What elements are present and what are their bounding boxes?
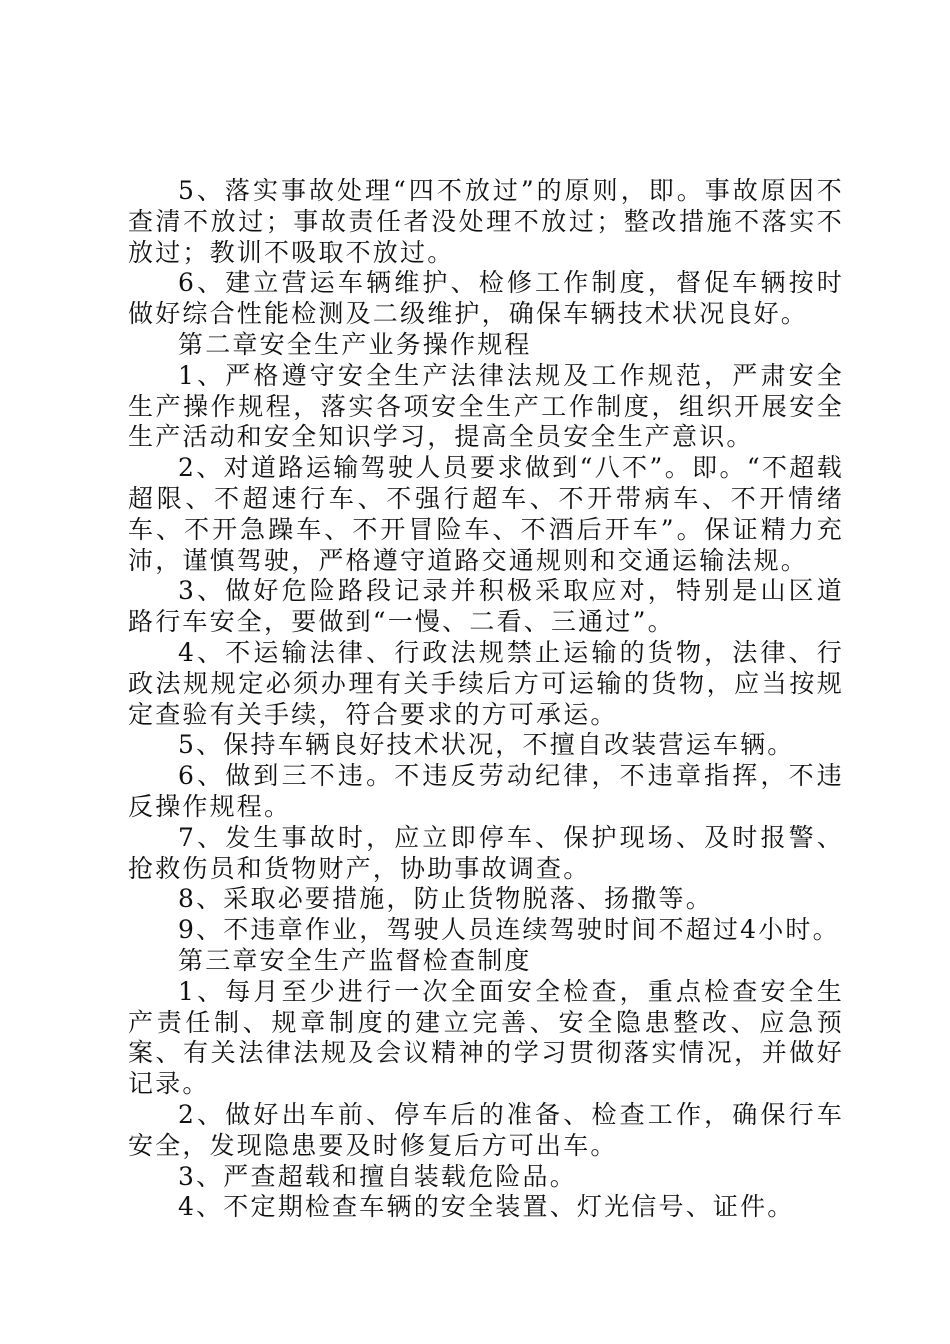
chapter-heading: 第二章安全生产业务操作规程	[178, 329, 532, 359]
paragraph: 5、保持车辆良好技术状况，不擅自改装营运车辆。	[178, 730, 795, 760]
paragraph: 2、对道路运输驾驶人员要求做到“八不”。即。“不超载超限、不超速行车、不强行超车、不开带病车、不开情绪车、不开急躁车、不开冒险车、不酒后开车”。保证精力充沛，谨慎驾驶，严格遵守道路交通规则和交通运输法规。	[128, 453, 844, 575]
paragraph: 5、落实事故处理“四不放过”的原则，即。事故原因不查清不放过；事故责任者没处理不放过；整改措施不落实不放过；教训不吸取不放过。	[128, 176, 844, 267]
paragraph: 1、每月至少进行一次全面安全检查，重点检查安全生产责任制、规章制度的建立完善、安全隐患整改、应急预案、有关法律法规及会议精神的学习贯彻落实情况，并做好记录。	[128, 976, 844, 1099]
paragraph: 4、不定期检查车辆的安全装置、灯光信号、证件。	[178, 1192, 795, 1222]
paragraph: 6、做到三不违。不违反劳动纪律，不违章指挥，不违反操作规程。	[128, 761, 844, 821]
document-body	[128, 176, 844, 1223]
paragraph: 6、建立营运车辆维护、检修工作制度，督促车辆按时做好综合性能检测及二级维护，确保车辆技术状况良好。	[128, 268, 844, 329]
paragraph: 7、发生事故时，应立即停车、保护现场、及时报警、抢救伤员和货物财产，协助事故调查。	[128, 822, 844, 883]
paragraph: 3、严查超载和擅自装载危险品。	[178, 1161, 577, 1191]
paragraph: 8、采取必要措施，防止货物脱落、扬撒等。	[178, 884, 713, 914]
paragraph: 1、严格遵守安全生产法律法规及工作规范，严肃安全生产操作规程，落实各项安全生产工作制度，组织开展安全生产活动和安全知识学习，提高全员安全生产意识。	[128, 360, 844, 452]
chapter-heading: 第三章安全生产监督检查制度	[178, 945, 532, 975]
paragraph: 3、做好危险路段记录并积极采取应对，特别是山区道路行车安全，要做到“一慢、二看、三通过”。	[128, 576, 844, 637]
paragraph: 2、做好出车前、停车后的准备、检查工作，确保行车安全，发现隐患要及时修复后方可出车。	[128, 1099, 844, 1160]
paragraph: 9、不违章作业，驾驶人员连续驾驶时间不超过4小时。	[178, 915, 840, 945]
paragraph: 4、不运输法律、行政法规禁止运输的货物，法律、行政法规规定必须办理有关手续后方可运输的货物，应当按规定查验有关手续，符合要求的方可承运。	[128, 637, 844, 729]
